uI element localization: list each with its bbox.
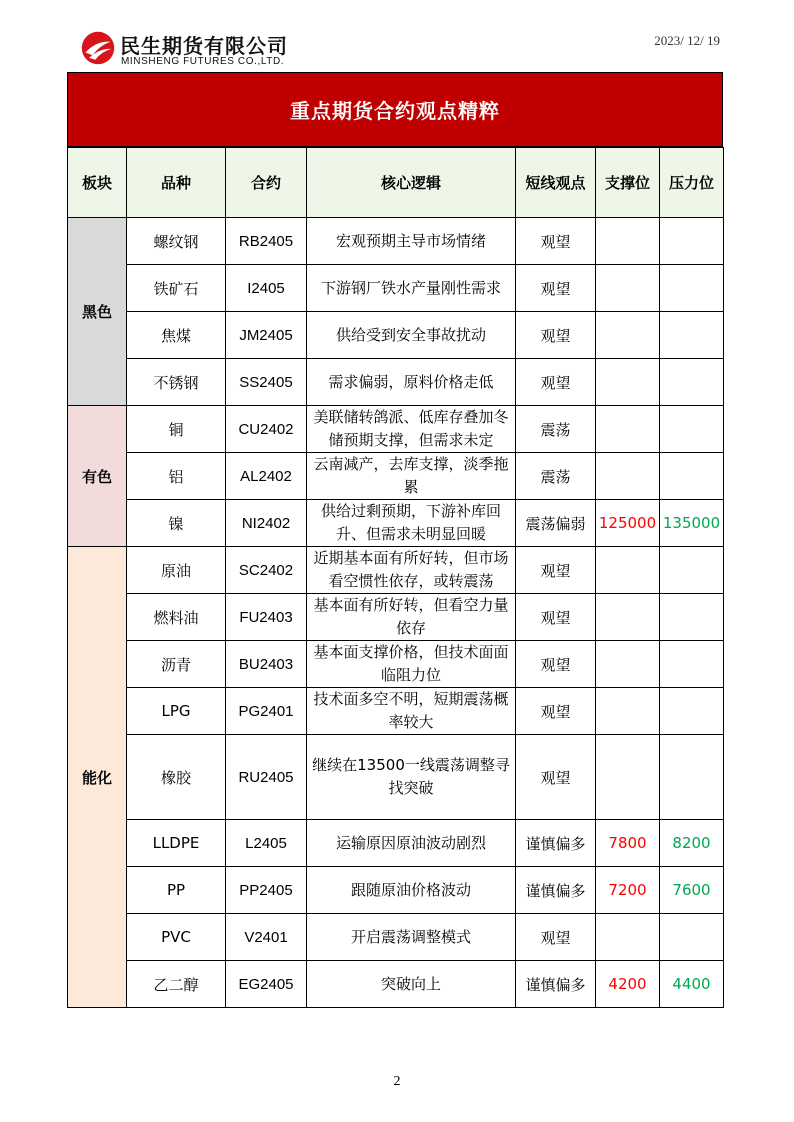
resistance-cell: 7600 [660, 867, 724, 914]
table-row [68, 265, 724, 312]
minsheng-logo-icon [80, 30, 116, 66]
contract-cell: SS2405 [226, 359, 307, 406]
logic-cell: 需求偏弱，原料价格走低 [307, 359, 516, 406]
support-cell: 125000 [596, 500, 660, 547]
sector-nonferrous: 有色 [68, 406, 127, 547]
company-name-cn: 民生期货有限公司 [120, 34, 288, 58]
company-name-en: MINSHENG FUTURES CO.,LTD. [121, 56, 285, 67]
page-title: 重点期货合约观点精粹 [290, 99, 500, 123]
table-row [68, 688, 724, 735]
resistance-cell [660, 547, 724, 594]
futures-views-table [67, 147, 724, 1008]
table-row [68, 594, 724, 641]
view-cell: 谨慎偏多 [516, 820, 596, 867]
resistance-cell [660, 218, 724, 265]
table-row [68, 641, 724, 688]
page-header [80, 28, 720, 72]
resistance-cell [660, 914, 724, 961]
contract-cell: RB2405 [226, 218, 307, 265]
resistance-cell [660, 594, 724, 641]
table-row [68, 406, 724, 453]
report-date: 2023/ 12/ 19 [654, 33, 720, 48]
variety-cell: 铜 [127, 406, 226, 453]
logic-cell: 云南减产，去库支撑，淡季拖累 [307, 453, 516, 500]
support-cell [596, 688, 660, 735]
support-cell [596, 594, 660, 641]
resistance-cell: 4400 [660, 961, 724, 1008]
view-cell: 谨慎偏多 [516, 867, 596, 914]
header-support: 支撑位 [596, 148, 660, 218]
header-logic: 核心逻辑 [307, 148, 516, 218]
table-header-row [68, 148, 724, 218]
logic-cell: 技术面多空不明，短期震荡概率较大 [307, 688, 516, 735]
contract-cell: V2401 [226, 914, 307, 961]
table-row [68, 735, 724, 820]
contract-cell: I2405 [226, 265, 307, 312]
view-cell: 观望 [516, 688, 596, 735]
resistance-cell: 135000 [660, 500, 724, 547]
view-cell: 震荡 [516, 406, 596, 453]
resistance-cell [660, 688, 724, 735]
resistance-cell [660, 265, 724, 312]
contract-cell: PG2401 [226, 688, 307, 735]
view-cell: 观望 [516, 641, 596, 688]
contract-cell: NI2402 [226, 500, 307, 547]
contract-cell: JM2405 [226, 312, 307, 359]
variety-cell: 铝 [127, 453, 226, 500]
view-cell: 观望 [516, 735, 596, 820]
resistance-cell: 8200 [660, 820, 724, 867]
table-row [68, 547, 724, 594]
contract-cell: CU2402 [226, 406, 307, 453]
resistance-cell [660, 406, 724, 453]
table-row [68, 453, 724, 500]
table-row [68, 500, 724, 547]
table-row [68, 961, 724, 1008]
header-variety: 品种 [127, 148, 226, 218]
logic-cell: 宏观预期主导市场情绪 [307, 218, 516, 265]
logic-cell: 开启震荡调整模式 [307, 914, 516, 961]
support-cell [596, 547, 660, 594]
variety-cell: 焦煤 [127, 312, 226, 359]
logic-cell: 供给过剩预期，下游补库回升、但需求未明显回暖 [307, 500, 516, 547]
support-cell: 7800 [596, 820, 660, 867]
view-cell: 观望 [516, 547, 596, 594]
view-cell: 观望 [516, 359, 596, 406]
title-bar [67, 72, 723, 147]
logic-cell: 继续在13500一线震荡调整寻找突破 [307, 735, 516, 820]
logic-cell: 下游钢厂铁水产量刚性需求 [307, 265, 516, 312]
view-cell: 震荡 [516, 453, 596, 500]
sector-black: 黑色 [68, 218, 127, 406]
support-cell: 7200 [596, 867, 660, 914]
logic-cell: 跟随原油价格波动 [307, 867, 516, 914]
page-number: 2 [393, 1074, 401, 1089]
view-cell: 震荡偏弱 [516, 500, 596, 547]
contract-cell: SC2402 [226, 547, 307, 594]
resistance-cell [660, 312, 724, 359]
view-cell: 观望 [516, 914, 596, 961]
support-cell [596, 914, 660, 961]
resistance-cell [660, 735, 724, 820]
table-row [68, 312, 724, 359]
variety-cell: 原油 [127, 547, 226, 594]
support-cell [596, 453, 660, 500]
logic-cell: 运输原因原油波动剧烈 [307, 820, 516, 867]
resistance-cell [660, 453, 724, 500]
contract-cell: FU2403 [226, 594, 307, 641]
logic-cell: 基本面支撑价格，但技术面面临阻力位 [307, 641, 516, 688]
support-cell [596, 312, 660, 359]
support-cell: 4200 [596, 961, 660, 1008]
header-view: 短线观点 [516, 148, 596, 218]
logic-cell: 突破向上 [307, 961, 516, 1008]
header-sector: 板块 [68, 148, 127, 218]
table-row [68, 914, 724, 961]
table-row [68, 820, 724, 867]
variety-cell: 螺纹钢 [127, 218, 226, 265]
contract-cell: AL2402 [226, 453, 307, 500]
variety-cell: LLDPE [127, 820, 226, 867]
variety-cell: 镍 [127, 500, 226, 547]
support-cell [596, 359, 660, 406]
variety-cell: PP [127, 867, 226, 914]
support-cell [596, 218, 660, 265]
support-cell [596, 641, 660, 688]
variety-cell: PVC [127, 914, 226, 961]
variety-cell: 橡胶 [127, 735, 226, 820]
logic-cell: 美联储转鸽派、低库存叠加冬储预期支撑，但需求未定 [307, 406, 516, 453]
header-contract: 合约 [226, 148, 307, 218]
header-resistance: 压力位 [660, 148, 724, 218]
view-cell: 观望 [516, 265, 596, 312]
contract-cell: RU2405 [226, 735, 307, 820]
table-row [68, 867, 724, 914]
table-row [68, 359, 724, 406]
logic-cell: 供给受到安全事故扰动 [307, 312, 516, 359]
view-cell: 观望 [516, 594, 596, 641]
support-cell [596, 735, 660, 820]
support-cell [596, 406, 660, 453]
variety-cell: 沥青 [127, 641, 226, 688]
logic-cell: 近期基本面有所好转，但市场看空惯性依存，或转震荡 [307, 547, 516, 594]
table-row [68, 218, 724, 265]
contract-cell: PP2405 [226, 867, 307, 914]
view-cell: 谨慎偏多 [516, 961, 596, 1008]
logic-cell: 基本面有所好转，但看空力量依存 [307, 594, 516, 641]
variety-cell: 乙二醇 [127, 961, 226, 1008]
variety-cell: 燃料油 [127, 594, 226, 641]
variety-cell: LPG [127, 688, 226, 735]
resistance-cell [660, 359, 724, 406]
variety-cell: 铁矿石 [127, 265, 226, 312]
variety-cell: 不锈钢 [127, 359, 226, 406]
contract-cell: L2405 [226, 820, 307, 867]
resistance-cell [660, 641, 724, 688]
contract-cell: EG2405 [226, 961, 307, 1008]
support-cell [596, 265, 660, 312]
contract-cell: BU2403 [226, 641, 307, 688]
view-cell: 观望 [516, 312, 596, 359]
view-cell: 观望 [516, 218, 596, 265]
sector-energy-chemical: 能化 [68, 547, 127, 1008]
